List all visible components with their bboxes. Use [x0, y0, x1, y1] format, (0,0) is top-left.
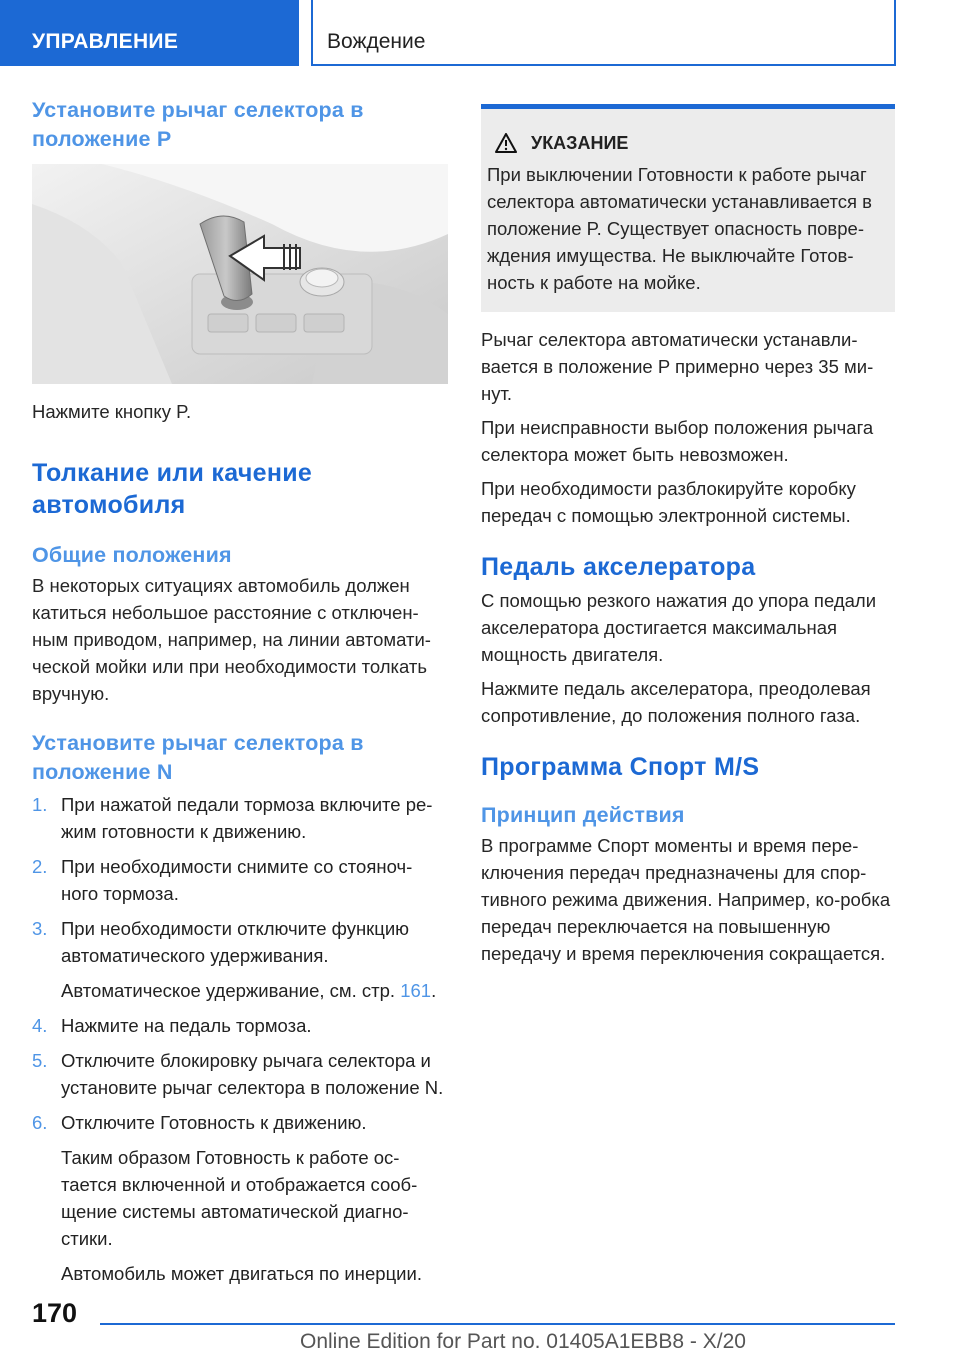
step-extra: Автоматическое удерживание, см. стр. 161.	[61, 980, 437, 1001]
warning-text: При выключении Готовности к работе рычаг селектора автоматически устанавливается в положение P. Существует опасность повре-ждения имущества. Не выключайте Готов-ность к работе на мойке.	[487, 164, 872, 293]
heading-selector-n: Установите рычаг селектора в положение N	[32, 731, 364, 784]
step-text: Отключите Готовность к движению.	[61, 1112, 367, 1133]
warning-icon	[495, 133, 517, 153]
page-header	[0, 0, 960, 66]
paragraph: С помощью резкого нажатия до упора педали акселератора достигается максимальная мощность двигателя.	[481, 590, 877, 665]
steps-list	[32, 791, 448, 1287]
step-number: 2.	[32, 856, 48, 877]
image-caption: Нажмите кнопку P.	[32, 401, 192, 422]
warning-title	[487, 131, 881, 155]
general-text: В некоторых ситуациях автомобиль должен катиться небольшое расстояние с отключен-ным приводом, например, на линии автомати-ческой мойки или при необходимости толкать вручную.	[32, 575, 431, 704]
heading-towing: Толкание или качение автомобиля	[32, 459, 313, 519]
list-item	[32, 1047, 448, 1101]
paragraph: В программе Спорт моменты и время пере-ключения передач предназначены для спор-тивного режима движения. Например, ко-робка передач переключается на повышенную передачу и время переключения сокращается.	[481, 835, 891, 964]
step-text: Нажмите на педаль тормоза.	[61, 1015, 312, 1036]
list-item	[32, 1109, 448, 1287]
step-extra: Таким образом Готовность к работе ос-тается включенной и отображается сооб-щение системы автоматической диагно-стики.	[61, 1147, 418, 1249]
paragraph: Нажмите педаль акселератора, преодолевая сопротивление, до положения полного газа.	[481, 678, 871, 726]
warning-box	[481, 104, 895, 312]
step-number: 5.	[32, 1050, 48, 1071]
step-text: При необходимости отключите функцию автоматического удерживания.	[61, 918, 410, 966]
list-item	[32, 915, 448, 1004]
step-text: При нажатой педали тормоза включите ре-жим готовности к движению.	[61, 794, 433, 842]
paragraph: При необходимости разблокируйте коробку передач с помощью электронной системы.	[481, 478, 856, 526]
warning-label: УКАЗАНИЕ	[531, 133, 629, 153]
chapter-title: Вождение	[311, 0, 896, 66]
right-column	[481, 96, 895, 974]
step-extra-text: Автоматическое удерживание, см. стр.	[61, 980, 401, 1001]
footer-divider	[100, 1323, 895, 1325]
page-reference-link[interactable]: 161	[400, 980, 432, 1001]
step-text: При необходимости снимите со стояноч-ного тормоза.	[61, 856, 413, 904]
step-number: 4.	[32, 1015, 48, 1036]
gear-selector-image	[32, 164, 448, 384]
paragraph: Рычаг селектора автоматически устанавли-вается в положение P примерно через 35 ми-нут.	[481, 329, 874, 404]
heading-sport-program: Программа Спорт M/S	[481, 753, 760, 781]
left-column	[32, 96, 448, 1295]
heading-accelerator: Педаль акселератора	[481, 553, 756, 581]
step-extra: Автомобиль может двигаться по инерции.	[61, 1263, 422, 1284]
step-number: 6.	[32, 1112, 48, 1133]
list-item	[32, 791, 448, 845]
step-number: 3.	[32, 918, 48, 939]
heading-selector-p: Установите рычаг селектора в положение P	[32, 98, 364, 151]
gear-selector-illustration	[32, 164, 448, 384]
step-text: Отключите блокировку рычага селектора и установите рычаг селектора в положение N.	[61, 1050, 444, 1098]
heading-general: Общие положения	[32, 543, 232, 567]
paragraph: При неисправности выбор положения рычага селектора может быть невозможен.	[481, 417, 874, 465]
heading-principle: Принцип действия	[481, 803, 685, 827]
page-number: 170	[32, 1298, 78, 1328]
list-item	[32, 853, 448, 907]
edition-note: Online Edition for Part no. 01405A1EBB8 - X/20	[300, 1330, 746, 1353]
section-title: УПРАВЛЕНИЕ	[0, 0, 299, 66]
list-item	[32, 1012, 448, 1039]
step-number: 1.	[32, 794, 48, 815]
